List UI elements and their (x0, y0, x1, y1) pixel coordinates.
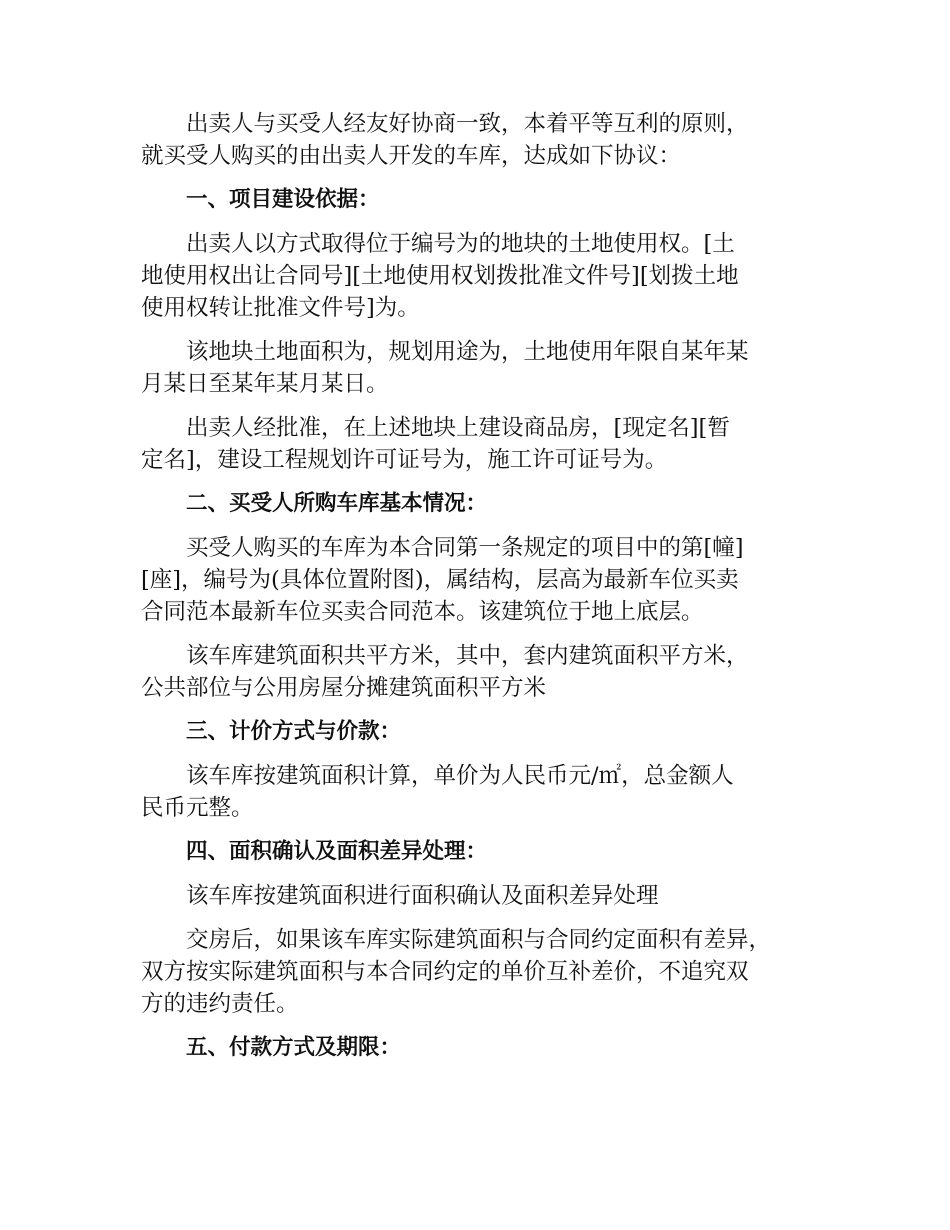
section-heading-3: 三、计价方式与价款： (186, 719, 402, 744)
paragraph-area-confirm (141, 880, 811, 912)
text-line: 该车库建筑面积共平方米，其中，套内建筑面积平方米， (186, 643, 749, 669)
text-line: 使用权转让批准文件号]为。 (141, 295, 420, 321)
text-line: 该车库按建筑面积计算，单价为人民币元/㎡，总金额人 (186, 763, 734, 789)
text-line: 出卖人以方式取得位于编号为的地块的土地使用权。[土 (186, 231, 735, 257)
document-body (141, 108, 811, 1076)
paragraph-approval (141, 412, 811, 476)
text-line: 买受人购买的车库为本合同第一条规定的项目中的第[幢] (186, 535, 744, 561)
paragraph-garage-area (141, 640, 811, 704)
text-line: 就买受人购买的由出卖人开发的车库，达成如下协议： (141, 143, 682, 169)
paragraph-garage-info (141, 532, 811, 628)
section-heading-1: 一、项目建设依据： (186, 187, 380, 212)
paragraph-land-use-right (141, 228, 811, 324)
text-line: 方的违约责任。 (141, 991, 299, 1017)
text-line: [座]，编号为(具体位置附图)，属结构，层高为最新车位买卖 (141, 567, 739, 593)
paragraph-area-difference (141, 924, 811, 1020)
text-line: 交房后，如果该车库实际建筑面积与合同约定面积有差异， (186, 927, 772, 953)
text-line: 定名]，建设工程规划许可证号为，施工许可证号为。 (141, 447, 668, 473)
section-heading-5: 五、付款方式及期限： (186, 1035, 402, 1060)
section-heading-2: 二、买受人所购车库基本情况： (186, 491, 488, 516)
section-heading-4: 四、面积确认及面积差异处理： (186, 839, 488, 864)
text-line: 双方按实际建筑面积与本合同约定的单价互补差价，不追究双 (141, 959, 749, 985)
paragraph-price (141, 760, 811, 824)
text-line: 该地块土地面积为，规划用途为，土地使用年限自某年某 (186, 339, 749, 365)
text-line: 该车库按建筑面积进行面积确认及面积差异处理 (186, 883, 659, 909)
text-line: 地使用权出让合同号][土地使用权划拨批准文件号][划拨土地 (141, 263, 739, 289)
text-line: 民币元整。 (141, 795, 254, 821)
text-line: 月某日至某年某月某日。 (141, 371, 389, 397)
text-line: 公共部位与公用房屋分摊建筑面积平方米 (141, 675, 547, 701)
paragraph-land-area (141, 336, 811, 400)
paragraph-intro (141, 108, 811, 172)
text-line: 出卖人经批准，在上述地块上建设商品房，[现定名][暂 (186, 415, 730, 441)
text-line: 合同范本最新车位买卖合同范本。该建筑位于地上底层。 (141, 599, 704, 625)
text-line: 出卖人与买受人经友好协商一致，本着平等互利的原则， (186, 111, 749, 137)
